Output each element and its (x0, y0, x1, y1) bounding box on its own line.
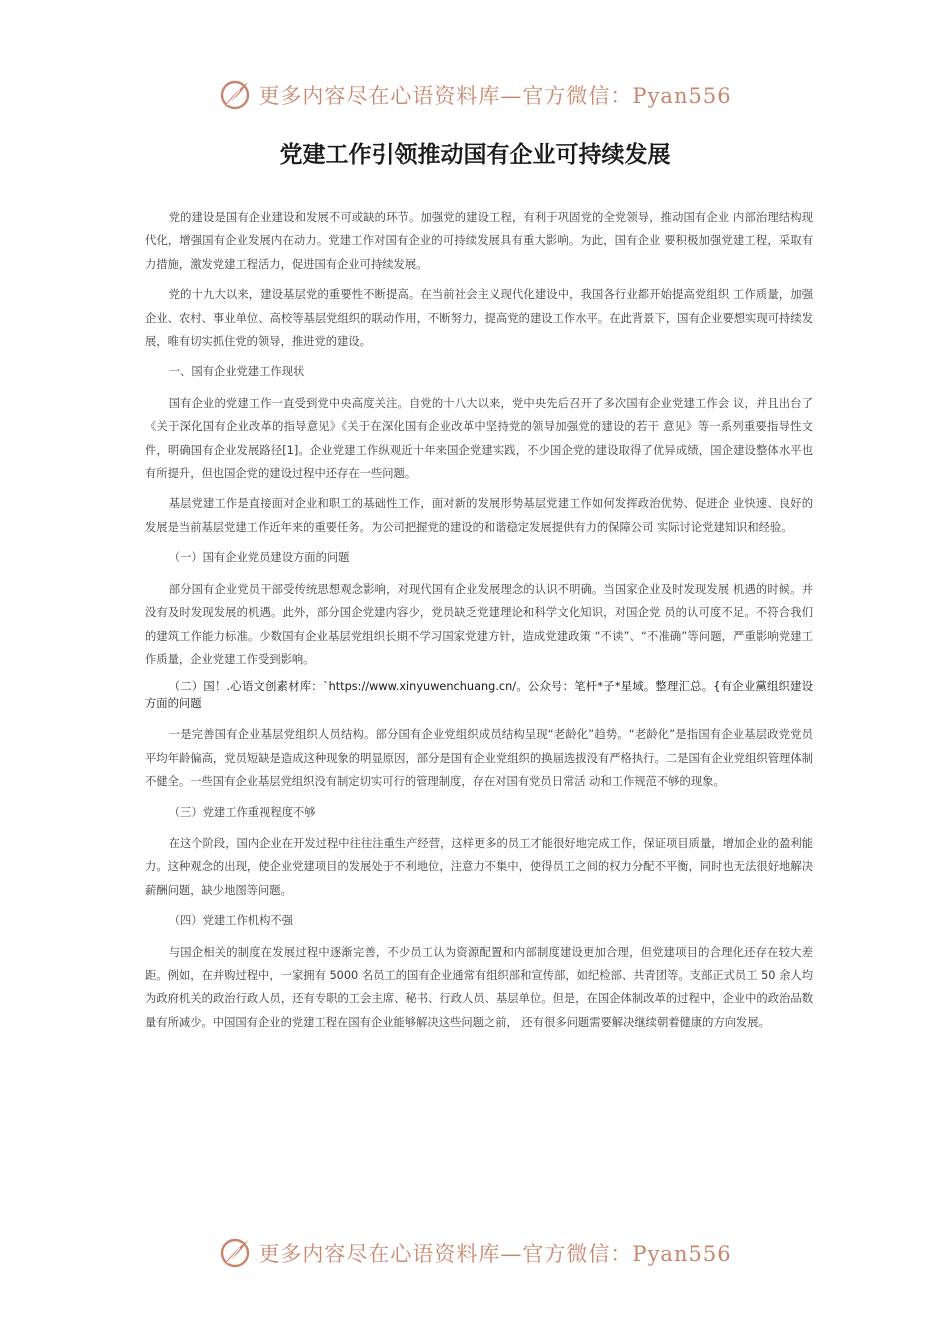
section-heading: 一、国有企业党建工作现状 (168, 365, 305, 379)
header-banner (0, 72, 950, 118)
subsection-heading: （四）党建工作机构不强 (168, 914, 293, 928)
paragraph: 党的建设是国有企业建设和发展不可或缺的环节。加强党的建设工程，有利于巩固党的全党领导，推动国有企业 内部治理结构现代化，增强国有企业发展内在动力。党建工作对国有企业的可持续发展具有重大影响。为此，国有企业 要积极加强党建工程，采取有力措施，激发党建工程活力，促进国有企业可持续发展。 (145, 211, 813, 271)
paragraph: 基层党建工作是直接面对企业和职工的基础性工作，面对新的发展形势基层党建工作如何发挥政治优势、促进企 业快速、良好的发展是当前基层党建工作近年来的重要任务。为公司把握党的建设的和谐稳定发展提供有力的保障公司 实际讨论党建知识和经验。 (145, 497, 813, 534)
paragraph: 在这个阶段，国内企业在开发过程中往往注重生产经营，这样更多的员工才能很好地完成工作，保证项目质量，增加企业的盈利能力。这种观念的出现，使企业党建项目的发展处于不利地位，注意力不集中，使得员工之间的权力分配不平衡，同时也无法很好地解决薪酬问题，缺少地图等问题。 (145, 836, 813, 897)
document-body (145, 206, 813, 1041)
footer-banner (0, 1230, 950, 1276)
subsection-heading: （三）党建工作重视程度不够 (168, 805, 316, 819)
feather-pen-logo-icon (218, 78, 252, 112)
paragraph: 党的十九大以来，建设基层党的重要性不断提高。在当前社会主义现代化建设中，我国各行业都开始提高党组织 工作质量，加强企业、农村、事业单位、高校等基层党组织的联动作用，不断努力，提高党的建设工作水平。在此背景下，国有企业要想实现可持续发展，唯有切实抓住党的领导，推进党的建设。 (145, 288, 813, 349)
paragraph: 国有企业的党建工作一直受到党中央高度关注。自党的十八大以来，党中央先后召开了多次国有企业党建工作会 议，并且出台了《关于深化国有企业改革的指导意见》《关于在深化国有企业改革中坚持党的领导加强党的建设的若干 意见》等一系列重要指导性文件，明确国有企业发展路径[1]。企业党建工作纵观近十年来国企党建实践，不少国企党的建设取得了优异成绩，国企建设整体水平也有所提升，但也国企党的建设过程中还存在一些问题。 (145, 396, 813, 481)
banner-text: 更多内容尽在心语资料库—官方微信：Pyan556 (258, 84, 732, 108)
subsection-heading-with-watermark: （二）国！.心语文创素材库：`https://www.xinyuwenchuang.cn/。公众号：笔杆*子*星域。整理汇总。{有企业黨组织建设方面的问题 (145, 680, 813, 711)
paragraph: 与国企相关的制度在发展过程中逐渐完善，不少员工认为资源配置和内部制度建设更加合理，但党建项目的合理化还存在较大差距。例如，在并购过程中，一家拥有 5000 名员工的国有企业通常有组织部和宣传部，如纪检部、共青团等。支部正式员工 50 余人均为政府机关的政治行政人员，还有专职的工会主席、秘书、行政人员、基层单位。但是，在国企体制改革的过程中，企业中的政治品数量有所减少。中国国有企业的党建工程在国有企业能够解决这些问题之前， 还有很多问题需要解决继续朝着健康的方向发展。 (145, 945, 813, 1029)
document-title: 党建工作引领推动国有企业可持续发展 (279, 142, 671, 168)
paragraph: 一是完善国有企业基层党组织人员结构。部分国有企业党组织成员结构呈现“老龄化”趋势。“老龄化”是指国有企业基层政党党员平均年龄偏高，党员短缺是造成这种现象的明显原因，部分是国有企业党组织的换届选拔没有严格执行。二是国有企业党组织管理体制不健全。一些国有企业基层党组织没有制定切实可行的管理制度，存在对国有党员日常活 动和工作规范不够的现象。 (145, 728, 813, 789)
paragraph: 部分国有企业党员干部受传统思想观念影响，对现代国有企业发展理念的认识不明确。当国家企业及时发现发展 机遇的时候。并没有及时发现发展的机遇。此外，部分国企党建内容少，党员缺乏党建理论和科学文化知识，对国企党 员的认可度不足。不符合我们的建筑工作能力标准。少数国有企业基层党组织长期不学习国家党建方针，造成党建政策 “不读”、“不准确”等问题，严重影响党建工作质量，企业党建工作受到影响。 (145, 582, 813, 666)
banner-text: 更多内容尽在心语资料库—官方微信：Pyan556 (258, 1242, 732, 1266)
subsection-heading: （一）国有企业党员建设方面的问题 (168, 551, 350, 565)
feather-pen-logo-icon (218, 1236, 252, 1270)
